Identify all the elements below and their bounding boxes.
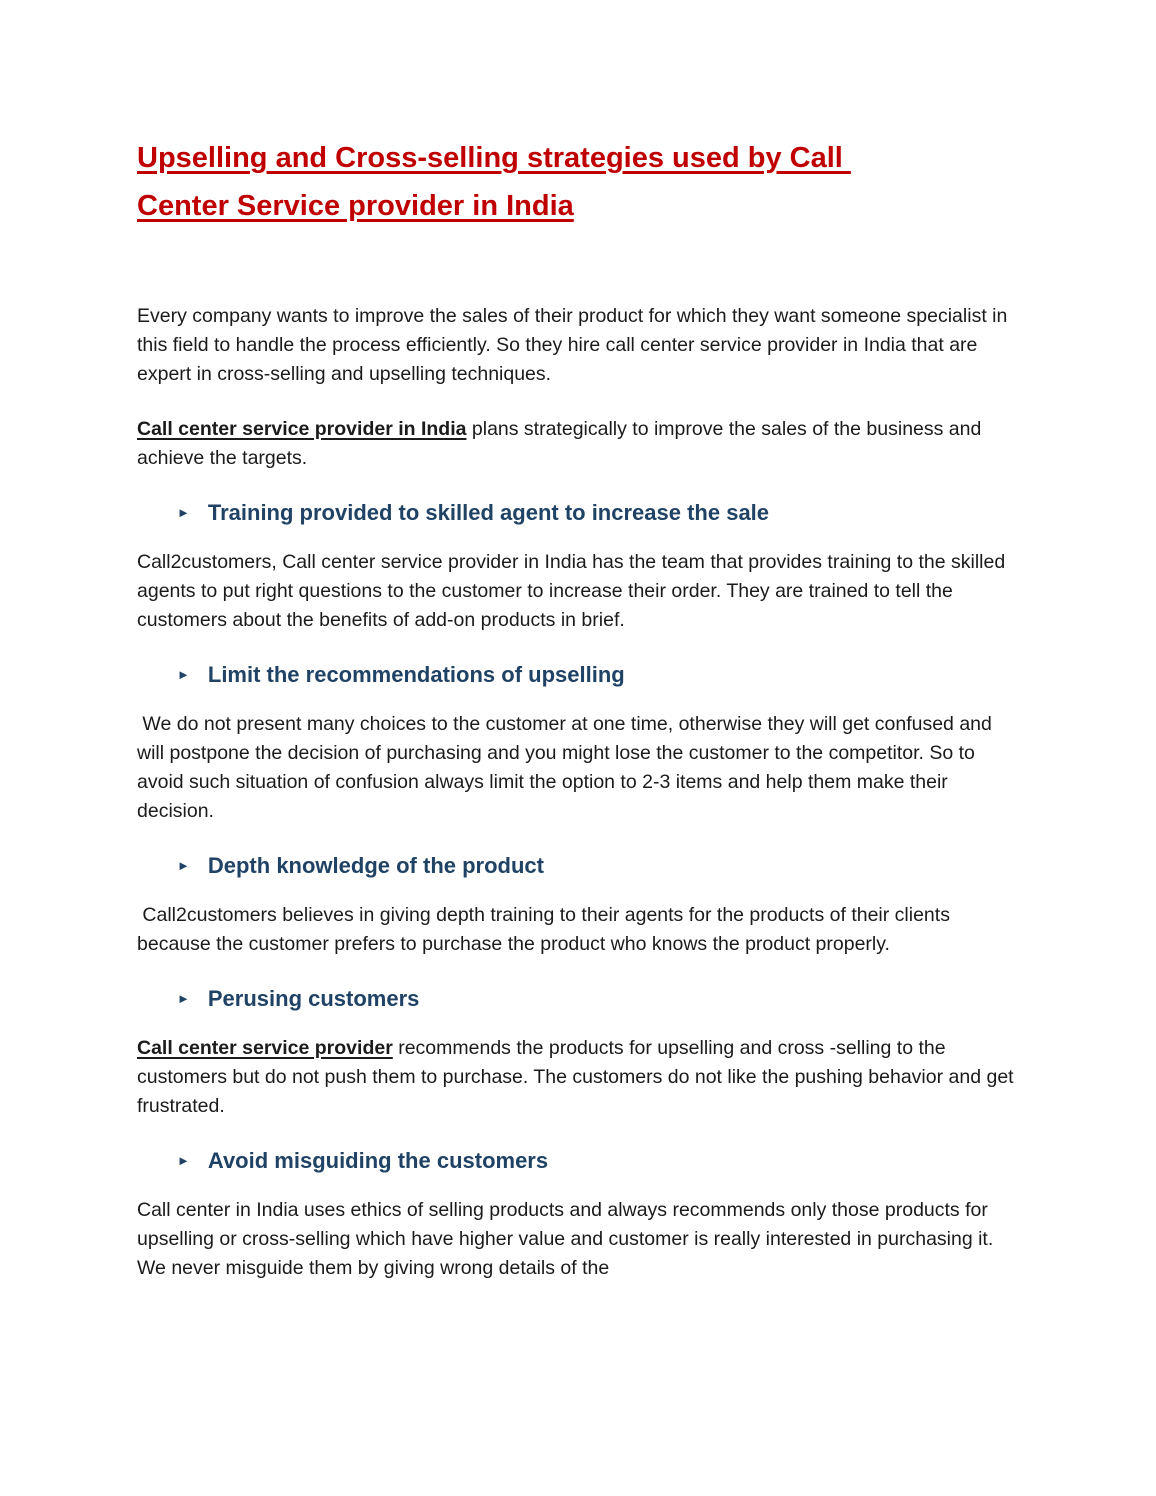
- arrow-bullet-icon: ►: [177, 667, 190, 682]
- perusing-paragraph-lead: Call center service provider: [137, 1037, 393, 1059]
- intro-paragraph: Every company wants to improve the sales of their product for which they want someone specialist in this field to handle the process efficiently. So they hire call center service provider in India that are expert in cross-selling and upselling techniques.: [137, 305, 1013, 385]
- section-heading-limit-recommendations-label: Limit the recommendations of upselling: [207, 662, 625, 687]
- arrow-bullet-icon: ►: [177, 505, 190, 520]
- title-line-2: Center Service provider in India: [137, 190, 574, 222]
- section-paragraph-avoid-misguiding: Call center in India uses ethics of selling products and always recommends only those products for upselling or cross-selling which have higher value and customer is really interested in purchasing it. We never misguide them by giving wrong details of the: [137, 1199, 1005, 1279]
- section-heading-avoid-misguiding: [177, 1147, 1019, 1174]
- title-line-1: Upselling and Cross-selling strategies used by Call: [137, 142, 851, 174]
- arrow-bullet-icon: ►: [177, 858, 190, 873]
- section-heading-perusing-customers: [177, 985, 1019, 1012]
- section-paragraph-limit-recommendations: We do not present many choices to the customer at one time, otherwise they will get confused and will postpone the decision of purchasing and you might lose the customer to the competitor. So to avoid such situation of confusion always limit the option to 2-3 items and help them make their decision.: [137, 713, 998, 822]
- section-heading-avoid-misguiding-label: Avoid misguiding the customers: [207, 1148, 549, 1173]
- arrow-bullet-icon: ►: [177, 1153, 190, 1168]
- section-heading-limit-recommendations: [177, 661, 1019, 688]
- section-paragraph-perusing-customers: [137, 1034, 1019, 1121]
- arrow-bullet-icon: ►: [177, 991, 190, 1006]
- section-paragraph-depth-knowledge: Call2customers believes in giving depth training to their agents for the products of their clients because the customer prefers to purchase the product who knows the product properly.: [137, 904, 956, 955]
- document-title: [137, 134, 1019, 230]
- strategy-paragraph-lead: Call center service provider in India: [137, 418, 467, 440]
- strategy-paragraph: [137, 415, 1019, 473]
- perusing-paragraph-rest: recommends the products for upselling and cross -selling to the customers but do not push them to purchase. The customers do not like the pushing behavior and get frustrated.: [137, 1037, 1020, 1117]
- section-heading-training: [177, 499, 1019, 526]
- section-heading-perusing-customers-label: Perusing customers: [207, 986, 420, 1011]
- section-heading-training-label: Training provided to skilled agent to increase the sale: [207, 500, 770, 525]
- section-heading-depth-knowledge-label: Depth knowledge of the product: [207, 853, 544, 878]
- strategy-paragraph-rest: plans strategically to improve the sales of the business and achieve the targets.: [137, 418, 987, 469]
- section-paragraph-training: Call2customers, Call center service provider in India has the team that provides training to the skilled agents to put right questions to the customer to increase their order. They are trained to tell the customers about the benefits of add-on products in brief.: [137, 551, 1011, 631]
- section-heading-depth-knowledge: [177, 852, 1019, 879]
